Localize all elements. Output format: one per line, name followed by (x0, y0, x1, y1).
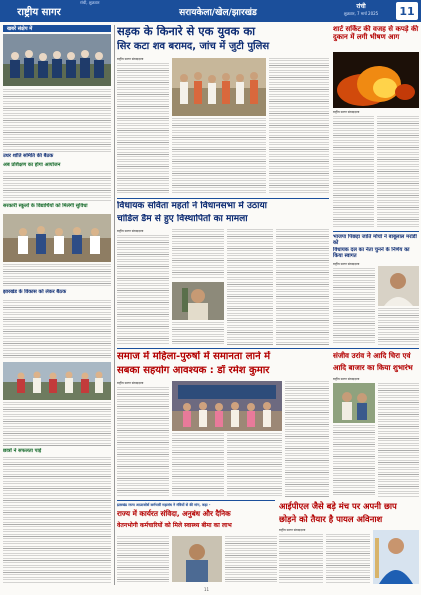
footer-page-marker: 11 (204, 587, 210, 592)
left-story2-headline: अब प्रशिक्षण का होगा आयोजन (3, 162, 61, 168)
women-text-col3 (227, 433, 282, 497)
lead-headline-line1: सड़क के किनारे से एक युवक का (117, 25, 256, 38)
mla-text-col2a (172, 229, 224, 279)
women-byline: राष्ट्रीय सागर संवाददाता (117, 381, 144, 385)
lead-text-col1 (117, 63, 169, 195)
women-text-col4 (285, 381, 329, 497)
bjp-text-col1 (333, 268, 375, 345)
outsource-headline-line2: वेतनभोगी कर्मचारियों को मिले स्वास्थ्य बीमा का लाभ (117, 522, 232, 529)
ipl-headline-line1: आईपीएल जैसे बड़े मंच पर अपनी छाप (279, 501, 397, 511)
adi-headline-line1: संजीव उरांव ने आदि चिरा एवं (333, 351, 411, 360)
lead-text-col2 (172, 118, 266, 195)
adi-text-col1 (333, 425, 375, 497)
outsource-kicker: झारखंड राज्य आउटसोर्स कर्मचारी महासंघ ने मंत्रियों से की मांग, कहा - (117, 503, 211, 507)
bjp-headline-line1: भाजपा पिछड़ा जाति मोर्चा ने बाबूलाल मरांडी को (333, 234, 417, 246)
bjp-headline-line2: विधायक दल का नेता चुनने के निर्णय का किया स्वागत (333, 247, 410, 259)
mla-text-col3 (227, 229, 273, 345)
outsource-text-col1 (117, 536, 169, 584)
outsource-text-col3 (225, 536, 277, 584)
lead-text-col3 (269, 58, 329, 195)
left-lower-photo (3, 362, 111, 400)
page-footer (0, 587, 421, 595)
left-story2-text (3, 171, 111, 201)
adi-byline: राष्ट्रीय सागर संवाददाता (333, 377, 360, 381)
newspaper-masthead: राष्ट्रीय सागर (0, 0, 78, 22)
women-headline-line1: समाज में महिला-पुरुषों में समानता लाने में (117, 351, 271, 362)
mla-photo (172, 282, 224, 320)
outsource-headline-line1: राज्य में कार्यरत संविदा, अनुबंध और दैनिक (117, 509, 231, 518)
mla-text-col4 (276, 229, 329, 345)
left-story3-headline: सरकारी स्कूलों के विद्यार्थियों को मिलेगी सुविधा (3, 203, 88, 209)
left-story5-text (3, 402, 111, 446)
fire-photo (333, 52, 419, 108)
rule-under-lead (117, 198, 329, 199)
page-number: 11 (396, 2, 418, 20)
bjp-photo (378, 266, 419, 306)
rule-above-women (117, 348, 419, 349)
section-title: सरायकेला/खेल/झारखंड (179, 7, 257, 18)
bjp-text-col2 (378, 308, 419, 345)
left-top-photo (3, 34, 111, 86)
mla-text-col2b (172, 322, 224, 345)
women-text-col2 (172, 433, 224, 497)
edition-date: शुक्रवार, 7 मार्च 2025 (343, 11, 379, 16)
left-story4-text (3, 300, 111, 360)
left-story5-headline: छात्रों ने सफलता पाई (3, 448, 42, 454)
women-photo (172, 381, 282, 431)
issue-info: रांची, शुक्रवार (80, 0, 100, 5)
mla-headline-line2: चांडिल डैम से हुए विस्थापितों का मामला (117, 214, 248, 224)
rule-above-bjp (333, 231, 419, 232)
left-story4-headline: झारखंड के विकास को लेकर बैठक (3, 289, 67, 295)
column-divider-left (114, 25, 115, 585)
adi-headline-line2: आदि बाजार का किया शुभारंभ (333, 363, 413, 372)
left-story1-text (3, 89, 111, 152)
ipl-text-col1 (279, 534, 323, 584)
ipl-headline-line2: छोड़ने को तैयार है पायल अविनाश (279, 514, 383, 524)
fire-headline: शार्ट सर्किट की वजह से कपड़े की दुकान में लगी भीषण आग (333, 25, 419, 42)
lead-byline: राष्ट्रीय सागर संवाददाता (117, 57, 144, 61)
ipl-text-col2 (326, 534, 370, 584)
briefs-label: खबरें संक्षेप में (3, 25, 111, 32)
adi-text-col2 (378, 383, 419, 497)
left-story1-headline: उधर शांति समिति की बैठक (3, 153, 54, 159)
ipl-byline: राष्ट्रीय सागर संवाददाता (279, 528, 306, 532)
mla-byline: राष्ट्रीय सागर संवाददाता (117, 229, 144, 233)
mla-headline-line1: विधायक सविता महतो ने विधानसभा में उठाया (117, 201, 267, 211)
outsource-photo (172, 536, 222, 582)
women-headline-line2: सबका सहयोग आवश्यक : डॉ रमेश कुमार (117, 365, 270, 376)
adi-photo (333, 383, 375, 423)
bjp-byline: राष्ट्रीय सागर संवाददाता (333, 262, 360, 266)
lead-headline-line2: सिर कटा शव बरामद, जांच में जुटी पुलिस (117, 41, 270, 52)
left-bottom-text (3, 457, 111, 583)
left-middle-photo (3, 214, 111, 262)
women-text-col1 (117, 387, 169, 497)
edition-city: रांची (356, 3, 366, 10)
mla-text-col1 (117, 235, 169, 345)
left-story3-text (3, 264, 111, 287)
fire-byline: राष्ट्रीय सागर संवाददाता (333, 110, 360, 114)
rule-above-outsource (117, 500, 275, 501)
ipl-photo (373, 530, 419, 584)
fire-text-col2 (377, 116, 419, 229)
lead-photo (172, 58, 266, 116)
fire-text-col1 (333, 116, 374, 229)
